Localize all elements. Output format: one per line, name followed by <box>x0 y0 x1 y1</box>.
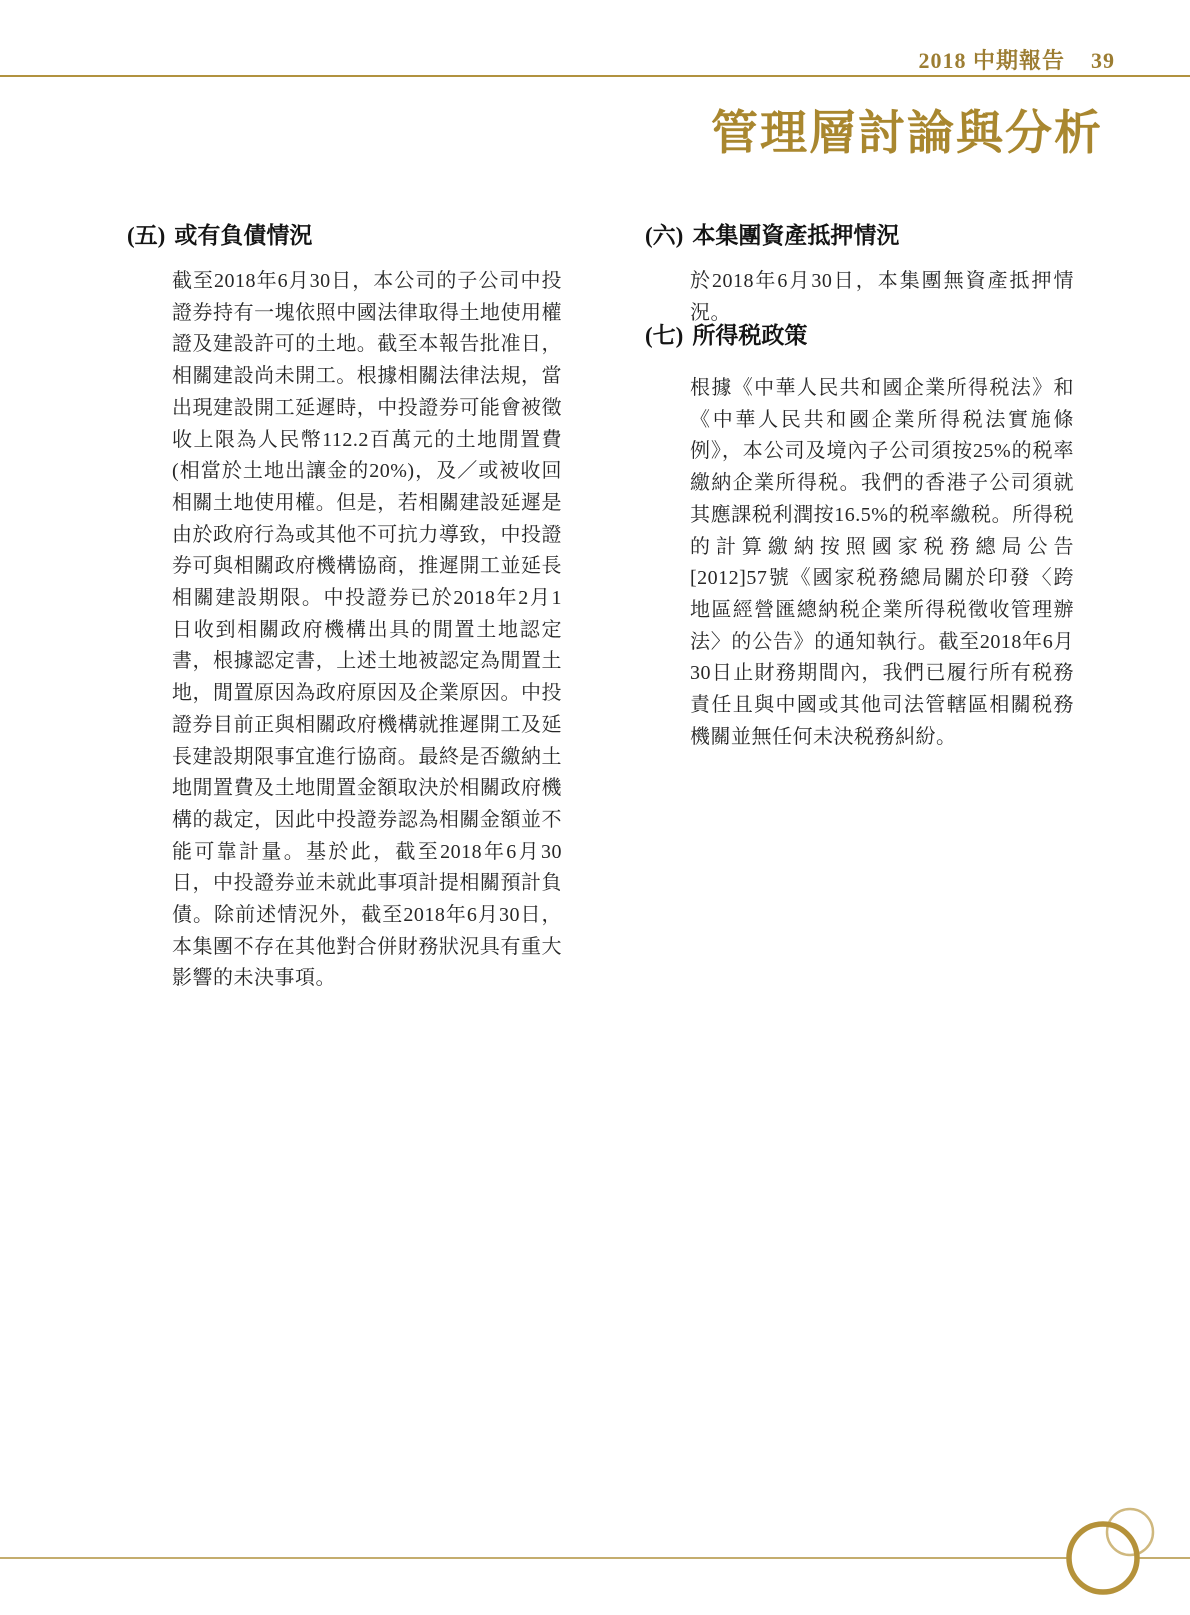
section-heading-contingent-liabilities <box>127 222 312 250</box>
page-title: 管理層討論與分析 <box>711 108 1103 160</box>
overlapping-circles-decoration <box>0 1480 1190 1615</box>
section-heading-asset-pledge <box>645 222 899 250</box>
section-heading-text: 本集團資產抵押情況 <box>692 223 900 248</box>
running-header-page-number: 39 <box>1091 48 1115 73</box>
section-heading-text: 或有負債情況 <box>174 223 313 248</box>
running-header-report-title: 2018 中期報告 <box>918 48 1065 73</box>
section-number: (五) <box>127 223 166 248</box>
header-rule <box>0 75 1190 77</box>
section-heading-income-tax-policy <box>645 322 807 350</box>
section-body-contingent-liabilities: 截至2018年6月30日，本公司的子公司中投證券持有一塊依照中國法律取得土地使用權證及建設許可的土地。截至本報告批准日，相關建設尚未開工。根據相關法律法規，當出現建設開工延遲時，中投證券可能會被徵收上限為人民幣112.2百萬元的土地閒置費 (相當於土地出讓金的20%)，及／或被收回相關土地使用權。但是，若相關建設延遲是由於政府行為或其他不可抗力導致，中投證券可與相關政府機構協商，推遲開工並延長相關建設期限。中投證券已於2018年2月1日收到相關政府機構出具的閒置土地認定書，根據認定書，上述土地被認定為閒置土地，閒置原因為政府原因及企業原因。中投證券目前正與相關政府機構就推遲開工及延長建設期限事宜進行協商。最終是否繳納土地閒置費及土地閒置金額取決於相關政府機構的裁定，因此中投證券認為相關金額並不能可靠計量。基於此，截至2018年6月30日，中投證券並未就此事項計提相關預計負債。除前述情況外，截至2018年6月30日，本集團不存在其他對合併財務狀況具有重大影響的未決事項。 <box>172 270 562 990</box>
running-header <box>918 44 1115 75</box>
section-body-income-tax-policy: 根據《中華人民共和國企業所得税法》和《中華人民共和國企業所得税法實施條例》，本公司及境內子公司須按25%的税率繳納企業所得税。我們的香港子公司須就其應課税利潤按16.5%的税率繳税。所得税的計算繳納按照國家税務總局公告[2012]57號《國家税務總局關於印發〈跨地區經營匯總納税企業所得税徵收管理辦法〉的公告》的通知執行。截至2018年6月30日止財務期間內，我們已履行所有税務責任且與中國或其他司法管轄區相關税務機關並無任何未決税務糾紛。 <box>690 377 1074 748</box>
section-heading-text: 所得税政策 <box>692 323 808 348</box>
section-number: (七) <box>645 323 684 348</box>
section-number: (六) <box>645 223 684 248</box>
section-body-asset-pledge: 於2018年6月30日，本集團無資產抵押情況。 <box>690 270 1074 324</box>
